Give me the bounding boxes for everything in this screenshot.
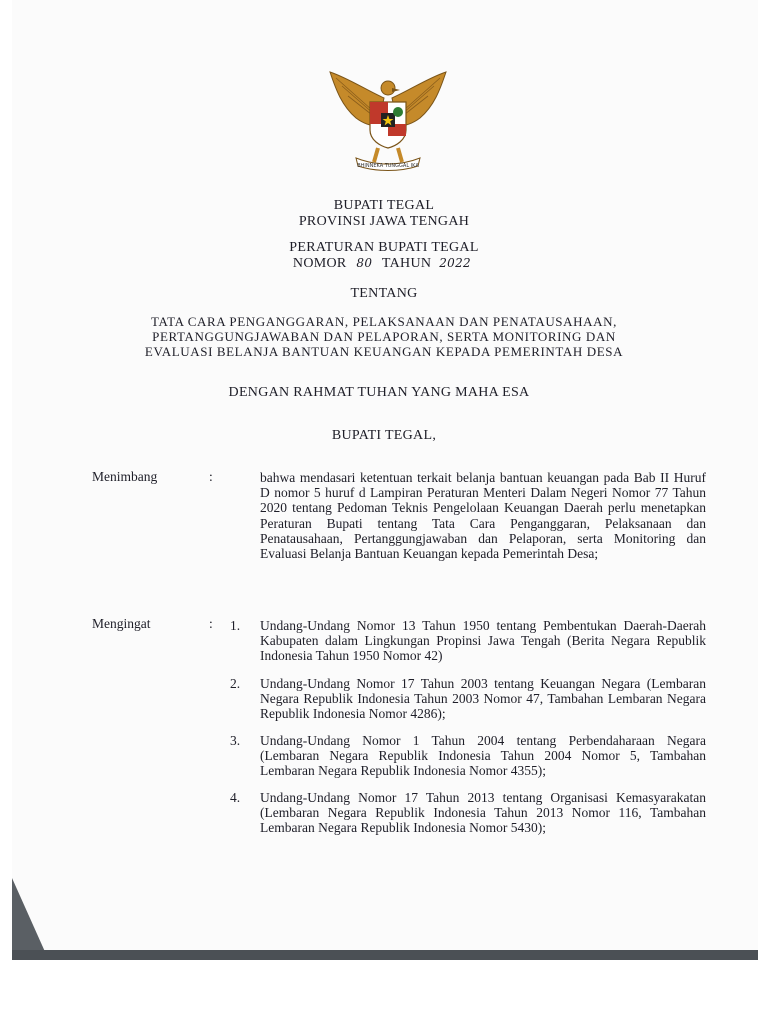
mengingat-label: Mengingat — [92, 616, 151, 631]
list-item-number: 1. — [230, 618, 241, 633]
nomor-label: NOMOR — [292, 256, 347, 271]
nomor-value: 80 — [356, 256, 373, 270]
issuer-title: BUPATI TEGAL — [333, 198, 435, 213]
list-item-number: 3. — [230, 733, 241, 748]
list-item-number: 4. — [230, 790, 241, 805]
title-line-1: TATA CARA PENGANGGARAN, PELAKSANAAN DAN PENATAUSAHAAN, — [151, 314, 617, 329]
page-corner-shadow — [12, 878, 46, 954]
list-item: Undang-Undang Nomor 17 Tahun 2013 tentang Organisasi Kemasyarakatan (Lembaran Negara Republik Indonesia Tahun 2013 Nomor 116, Tambahan Lembaran Negara Republik Indonesia Nomor 5430); — [260, 790, 706, 836]
list-item: Undang-Undang Nomor 17 Tahun 2003 tentang Keuangan Negara (Lembaran Negara Republik Indonesia Tahun 2003 Nomor 47, Tambahan Lembaran Negara Republik Indonesia Nomor 4286); — [260, 676, 706, 722]
issuer-province: PROVINSI JAWA TENGAH — [298, 214, 470, 229]
bupati-heading: BUPATI TEGAL, — [331, 428, 437, 443]
title-line-2: PERTANGGUNGJAWABAN DAN PELAPORAN, SERTA MONITORING DAN — [152, 329, 616, 344]
invocation: DENGAN RAHMAT TUHAN YANG MAHA ESA — [228, 385, 530, 400]
list-item: Undang-Undang Nomor 13 Tahun 1950 tentang Pembentukan Daerah-Daerah Kabupaten dalam Lingkungan Propinsi Jawa Tengah (Berita Negara Republik Indonesia Tahun 1950 Nomor 42) — [260, 618, 706, 664]
list-item-number: 2. — [230, 676, 241, 691]
svg-text:BHINNEKA TUNGGAL IKA: BHINNEKA TUNGGAL IKA — [357, 163, 419, 169]
menimbang-text: bahwa mendasari ketentuan terkait belanja bantuan keuangan pada Bab II Huruf D nomor 5 huruf d Lampiran Peraturan Menteri Dalam Negeri Nomor 77 Tahun 2020 tentang Pedoman Teknis Pengelolaan Keuangan Daerah perlu menetapkan Peraturan Bupati tentang Tata Cara Penganggaran, Pelaksanaan dan Penatausahaan, Pertanggungjawaban dan Pelaporan, serta Monitoring dan Evaluasi Belanja Bantuan Keuangan kepada Pemerintah Desa; — [260, 470, 706, 562]
tahun-value: 2022 — [439, 256, 471, 270]
menimbang-colon: : — [209, 469, 213, 484]
regulation-title: PERATURAN BUPATI TEGAL — [289, 240, 479, 255]
tentang-heading: TENTANG — [350, 286, 418, 301]
tahun-label: TAHUN — [381, 256, 432, 271]
scan-edge — [12, 950, 758, 960]
menimbang-label: Menimbang — [92, 469, 158, 484]
garuda-emblem — [326, 70, 450, 174]
list-item: Undang-Undang Nomor 1 Tahun 2004 tentang Perbendaharaan Negara (Lembaran Negara Republik Indonesia Tahun 2004 Nomor 5, Tambahan Lembaran Negara Republik Indonesia Nomor 4355); — [260, 733, 706, 779]
mengingat-colon: : — [209, 616, 213, 631]
regulation-number-line — [0, 256, 768, 272]
title-line-3: EVALUASI BELANJA BANTUAN KEUANGAN KEPADA PEMERINTAH DESA — [144, 344, 624, 359]
